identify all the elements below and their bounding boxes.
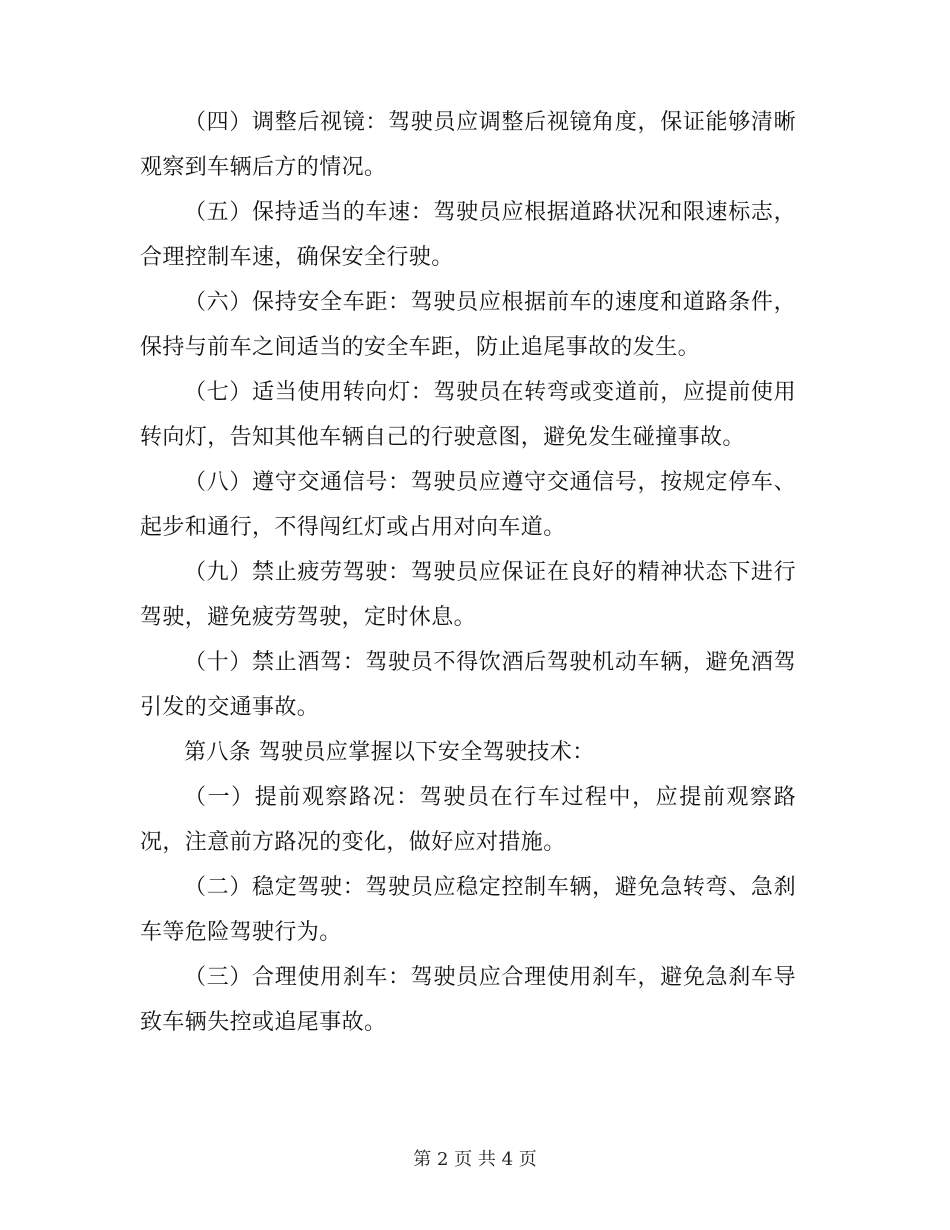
paragraph-speed: （五）保持适当的车速：驾驶员应根据道路状况和限速标志，合理控制车速，确保安全行驶。 (140, 200, 796, 270)
paragraph-braking: （三）合理使用刹车：驾驶员应合理使用刹车，避免急刹车导致车辆失控或追尾事故。 (140, 965, 796, 1035)
paragraph-fatigue: （九）禁止疲劳驾驶：驾驶员应保证在良好的精神状态下进行驾驶，避免疲劳驾驶，定时休息。 (140, 560, 796, 630)
article-eight-heading: 第八条 驾驶员应掌握以下安全驾驶技术： (184, 740, 595, 765)
document-body (140, 100, 796, 1045)
paragraph-turn-signal: （七）适当使用转向灯：驾驶员在转弯或变道前，应提前使用转向灯，告知其他车辆自己的行驶意图，避免发生碰撞事故。 (140, 380, 796, 450)
paragraph-rear-mirror: （四）调整后视镜：驾驶员应调整后视镜角度，保证能够清晰观察到车辆后方的情况。 (140, 110, 796, 180)
page-number-footer: 第 2 页 共 4 页 (413, 1149, 537, 1170)
paragraph-drunk-driving: （十）禁止酒驾：驾驶员不得饮酒后驾驶机动车辆，避免酒驾引发的交通事故。 (140, 650, 796, 720)
paragraph-following-distance: （六）保持安全车距：驾驶员应根据前车的速度和道路条件，保持与前车之间适当的安全车距，防止追尾事故的发生。 (140, 290, 796, 360)
paragraph-steady-driving: （二）稳定驾驶：驾驶员应稳定控制车辆，避免急转弯、急刹车等危险驾驶行为。 (140, 875, 796, 945)
paragraph-observe-road: （一）提前观察路况：驾驶员在行车过程中，应提前观察路况，注意前方路况的变化，做好应对措施。 (140, 785, 796, 855)
paragraph-traffic-signal: （八）遵守交通信号：驾驶员应遵守交通信号，按规定停车、起步和通行，不得闯红灯或占用对向车道。 (140, 470, 796, 540)
